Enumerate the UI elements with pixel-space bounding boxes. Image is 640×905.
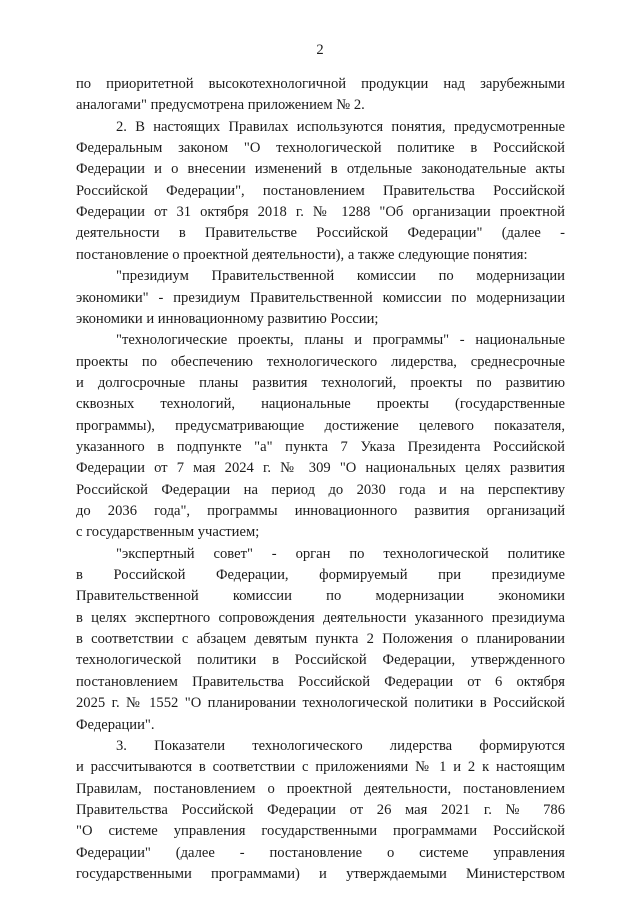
text-line: аналогами" предусмотрена приложением № 2. bbox=[76, 97, 365, 114]
text-line: Правительства Российской Федерации от 26 мая 2021 г. № 786 bbox=[76, 801, 565, 818]
text-line: указанного в подпункте "а" пункта 7 Указа Президента Российской bbox=[76, 438, 565, 455]
text-line: и долгосрочные планы развития технологий, проекты по развитию bbox=[76, 374, 565, 391]
text-line: в соответствии с абзацем девятым пункта 2 Положения о планировании bbox=[76, 631, 565, 648]
text-line: Федерации". bbox=[76, 716, 155, 733]
text-line: постановлением Правительства Российской Федерации от 6 октября bbox=[76, 673, 565, 690]
text-line: Федерации и о внесении изменений в отдельные законодательные акты bbox=[76, 161, 565, 178]
text-line: по приоритетной высокотехнологичной продукции над зарубежными bbox=[76, 76, 565, 92]
text-line: деятельности в Правительстве Российской Федерации" (далее - bbox=[76, 225, 565, 242]
text-line: программы), предусматривающие достижение целевого показателя, bbox=[76, 417, 565, 434]
text-line: Федерации от 7 мая 2024 г. № 309 "О национальных целях развития bbox=[76, 460, 565, 477]
text-line: в Российской Федерации, формируемый при президиуме bbox=[76, 567, 565, 584]
text-line: экономики" - президиум Правительственной комиссии по модернизации bbox=[76, 289, 565, 306]
text-line: Федеральным законом "О технологической политике в Российской bbox=[76, 140, 565, 157]
text-line: Российской Федерации на период до 2030 года и на перспективу bbox=[76, 481, 565, 498]
text-line: с государственным участием; bbox=[76, 524, 260, 541]
text-line: 2025 г. № 1552 "О планировании технологической политики в Российской bbox=[76, 695, 565, 712]
text-line: Российской Федерации", постановлением Правительства Российской bbox=[76, 182, 565, 199]
text-line: технологической политики в Российской Федерации, утвержденного bbox=[76, 652, 565, 669]
text-line: "экспертный совет" - орган по технологической политике bbox=[116, 545, 565, 562]
text-line: Правилам, постановлением о проектной деятельности, постановлением bbox=[76, 780, 565, 797]
text-line: "О системе управления государственными программами Российской bbox=[76, 823, 565, 840]
text-line: экономики и инновационному развитию России; bbox=[76, 310, 379, 327]
text-line: Федерации от 31 октября 2018 г. № 1288 "Об организации проектной bbox=[76, 204, 565, 221]
text-line: 2. В настоящих Правилах используются понятия, предусмотренные bbox=[116, 118, 565, 135]
text-line: Правительственной комиссии по модернизации экономики bbox=[76, 588, 565, 605]
page-number: 2 bbox=[316, 42, 324, 58]
text-line: и рассчитываются в соответствии с приложениями № 1 и 2 к настоящим bbox=[76, 759, 565, 776]
text-line: Федерации" (далее - постановление о системе управления bbox=[76, 844, 565, 861]
text-line: в целях экспертного сопровождения деятельности указанного президиума bbox=[76, 609, 565, 626]
text-line: до 2036 года", программы инновационного развития организаций bbox=[76, 503, 565, 519]
text-line: сквозных технологий, национальные проекты (государственные bbox=[76, 396, 565, 413]
text-line: постановление о проектной деятельности), а также следующие понятия: bbox=[76, 246, 528, 263]
text-line: проекты по обеспечению технологического лидерства, среднесрочные bbox=[76, 353, 565, 370]
text-line: государственными программами) и утверждаемыми Министерством bbox=[76, 865, 565, 882]
text-line: 3. Показатели технологического лидерства формируются bbox=[116, 737, 565, 754]
text-line: "президиум Правительственной комиссии по модернизации bbox=[116, 268, 565, 285]
text-line: "технологические проекты, планы и программы" - национальные bbox=[116, 332, 565, 349]
